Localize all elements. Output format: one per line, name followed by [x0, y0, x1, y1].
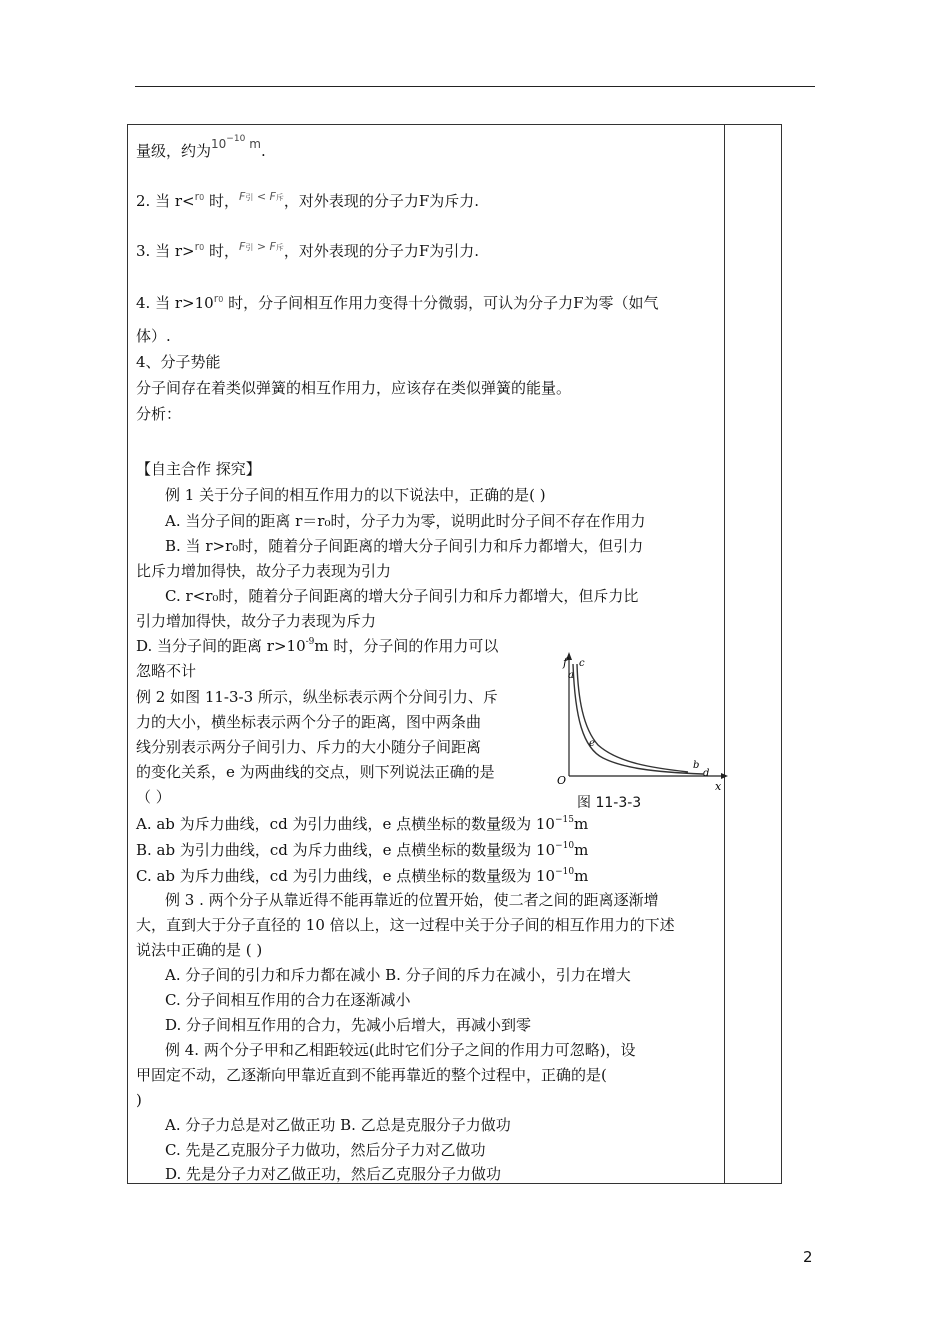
- ex2-line-1: 例 2 如图 11-3-3 所示，纵坐标表示两个分间引力、斥: [136, 688, 498, 706]
- label-d: d: [703, 768, 710, 779]
- ex1-d-prefix: D. 当分子间的距离 r>10: [136, 637, 306, 655]
- ex2-b-unit: m: [574, 841, 589, 859]
- ex1-option-a: A. 当分子间的距离 r＝r₀时，分子力为零，说明此时分子间不存在作用力: [165, 512, 646, 530]
- ex4-line-2: 甲固定不动，乙逐渐向甲靠近直到不能再靠近的整个过程中，正确的是(: [136, 1066, 607, 1084]
- x-axis-arrow: [721, 773, 728, 779]
- ex1-option-c: C. r<r₀时，随着分子间距离的增大分子间引力和斥力都增大，但斥力比: [165, 587, 639, 605]
- ex1-option-b: B. 当 r>r₀时，随着分子间距离的增大分子间引力和斥力都增大，但引力: [165, 537, 644, 555]
- item-3-time: 时，: [204, 242, 239, 260]
- item-3-r-sub: 0: [199, 243, 205, 252]
- ex2-a-exponent: −15: [554, 815, 574, 825]
- analysis-label: 分析：: [136, 405, 182, 423]
- label-a: a: [568, 670, 574, 681]
- axis-x-label: x: [715, 780, 722, 793]
- item-4-cont: 体）.: [136, 327, 171, 345]
- item-3-op: >: [253, 240, 270, 253]
- item-2-time: 时，: [204, 192, 239, 210]
- label-b: b: [693, 760, 700, 771]
- ex3-option-ab: A. 分子间的引力和斥力都在减小 B. 分子间的斥力在减小，引力在增大: [165, 966, 631, 984]
- ex4-line-3: ): [136, 1091, 142, 1109]
- ex1-option-d-cont: 忽略不计: [136, 662, 197, 680]
- force-distance-figure: [553, 648, 731, 806]
- ex2-option-a: [136, 814, 588, 837]
- ex4-option-c: C. 先是乙克服分子力做功，然后分子力对乙做功: [165, 1141, 486, 1159]
- item-4-prefix: 4. 当 r>10: [136, 294, 214, 312]
- magnitude-exponent: −10: [226, 134, 246, 144]
- item-4-r-sub: 0: [218, 295, 224, 304]
- ex2-c-exponent: −10: [555, 867, 575, 877]
- item-2-post: ，对外表现的分子力F为斥力.: [283, 192, 480, 210]
- ex1-option-d: [136, 636, 498, 659]
- item-3-f2-sub: 斥: [275, 243, 284, 252]
- item-4-r: r: [213, 292, 219, 305]
- item-3-prefix: 3. 当 r>: [136, 242, 195, 260]
- magnitude-text: 量级，约为: [136, 142, 212, 160]
- ex3-line-3: 说法中正确的是 ( ): [136, 941, 263, 959]
- item-2-op: <: [253, 190, 270, 203]
- ex2-a-prefix: A. ab 为斥力曲线，cd 为引力曲线，e 点横坐标的数量级为 10: [136, 815, 555, 833]
- item-4-post: 时，分子间相互作用力变得十分微弱，可认为分子力F为零（如气: [223, 294, 659, 312]
- item-3-post: ，对外表现的分子力F为引力.: [283, 242, 480, 260]
- ex1-d-post: m 时，分子间的作用力可以: [314, 637, 499, 655]
- item-2-r: r: [194, 190, 200, 203]
- ex1-option-c-cont: 引力增加得快，故分子力表现为斥力: [136, 612, 377, 630]
- ex3-option-c: C. 分子间相互作用的合力在逐渐减小: [165, 991, 411, 1009]
- page-number: 2: [803, 1248, 813, 1266]
- item-3-f1-sub: 引: [245, 243, 254, 252]
- label-c: c: [579, 658, 585, 669]
- ex2-c-prefix: C. ab 为斥力曲线，cd 为引力曲线，e 点横坐标的数量级为 10: [136, 867, 556, 885]
- section-4-title: 4、分子势能: [136, 353, 221, 371]
- section-title: 【自主合作 探究】: [136, 460, 261, 478]
- curve-ab: [573, 664, 703, 774]
- item-3-r: r: [194, 240, 200, 253]
- origin-label: O: [557, 774, 567, 787]
- ex2-line-5: （ ）: [136, 788, 171, 806]
- item-2-f1-sub: 引: [245, 193, 254, 202]
- item-2-f1: F: [239, 190, 246, 203]
- magnitude-end: .: [261, 142, 266, 160]
- ex4-line-1: 例 4. 两个分子甲和乙相距较远(此时它们分子之间的作用力可忽略)，设: [165, 1041, 636, 1059]
- ex2-b-prefix: B. ab 为引力曲线，cd 为斥力曲线，e 点横坐标的数量级为 10: [136, 841, 556, 859]
- section-4-text: 分子间存在着类似弹簧的相互作用力，应该存在类似弹簧的能量。: [136, 379, 572, 397]
- item-2-f2: F: [269, 190, 276, 203]
- ex2-line-3: 线分别表示两分子间引力、斥力的大小随分子间距离: [136, 738, 482, 756]
- ex2-option-b: [136, 840, 588, 863]
- item-2-line: [136, 191, 479, 214]
- ex1-d-exponent: -9: [305, 637, 315, 647]
- figure-caption: 图 11-3-3: [577, 795, 642, 811]
- label-e: e: [589, 738, 595, 749]
- item-3-line: [136, 241, 479, 264]
- header-rule: [135, 86, 815, 87]
- magnitude-line: [136, 134, 266, 164]
- ex3-line-2: 大，直到大于分子直径的 10 倍以上，这一过程中关于分子间的相互作用力的下述: [136, 916, 675, 934]
- ex4-option-d: D. 先是分子力对乙做正功，然后乙克服分子力做功: [165, 1165, 502, 1183]
- magnitude-base: 10: [211, 137, 227, 151]
- ex2-line-4: 的变化关系，e 为两曲线的交点，则下列说法正确的是: [136, 763, 495, 781]
- ex4-option-ab: A. 分子力总是对乙做正功 B. 乙总是克服分子力做功: [165, 1116, 511, 1134]
- ex2-a-unit: m: [573, 815, 589, 833]
- ex3-option-d: D. 分子间相互作用的合力，先减小后增大，再减小到零: [165, 1016, 532, 1034]
- ex2-c-unit: m: [574, 867, 589, 885]
- item-4-line: [136, 293, 659, 316]
- ex1-option-b-cont: 比斥力增加得快，故分子力表现为引力: [136, 562, 392, 580]
- ex2-b-exponent: −10: [555, 841, 575, 851]
- item-2-f2-sub: 斥: [275, 193, 284, 202]
- ex2-option-c: [136, 866, 588, 889]
- curve-cd: [577, 664, 688, 772]
- magnitude-unit: m: [249, 137, 261, 151]
- item-3-f2: F: [269, 240, 276, 253]
- item-2-prefix: 2. 当 r<: [136, 192, 195, 210]
- item-3-f1: F: [239, 240, 246, 253]
- item-2-r-sub: 0: [199, 193, 205, 202]
- axis-f-label: f: [563, 656, 568, 669]
- ex3-line-1: 例 3 . 两个分子从靠近得不能再靠近的位置开始，使二者之间的距离逐渐增: [165, 891, 659, 909]
- ex1-stem: 例 1 关于分子间的相互作用力的以下说法中，正确的是( ): [165, 486, 546, 504]
- ex2-line-2: 力的大小，横坐标表示两个分子的距离，图中两条曲: [136, 713, 482, 731]
